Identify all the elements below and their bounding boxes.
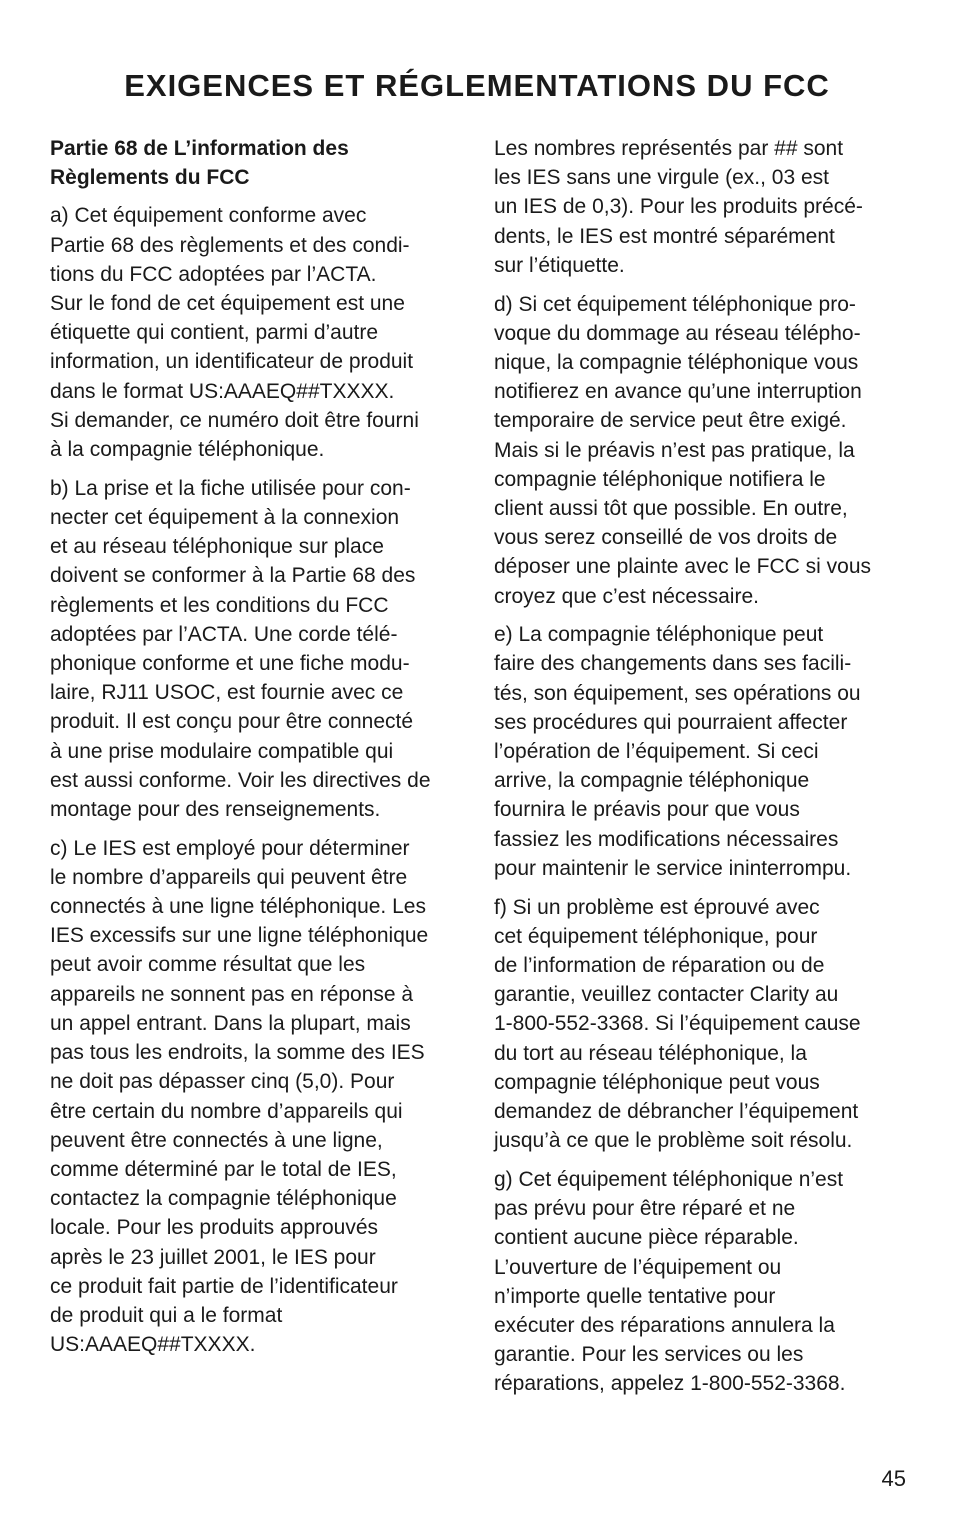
right-column bbox=[494, 134, 906, 1408]
paragraph-line: contient aucune pièce réparable. bbox=[494, 1226, 799, 1250]
paragraph-line: pour maintenir le service ininterrompu. bbox=[494, 856, 852, 880]
paragraph-line: b) La prise et la fiche utilisée pour con- bbox=[50, 476, 411, 500]
paragraph-line: vous serez conseillé de vos droits de bbox=[494, 526, 838, 550]
paragraph-line: dents, le IES est montré séparément bbox=[494, 224, 835, 248]
paragraph-line: information, un identificateur de produit bbox=[50, 350, 414, 374]
paragraph-line: croyez que c’est nécessaire. bbox=[494, 584, 759, 608]
paragraph-line: Partie 68 des règlements et des condi- bbox=[50, 233, 410, 257]
paragraph bbox=[50, 834, 462, 1360]
paragraph-line: compagnie téléphonique notifiera le bbox=[494, 467, 826, 491]
paragraph-line: règlements et les conditions du FCC bbox=[50, 593, 389, 617]
left-column bbox=[50, 134, 462, 1369]
paragraph-line: laire, RJ11 USOC, est fournie avec ce bbox=[50, 681, 404, 705]
paragraph-line: exécuter des réparations annulera la bbox=[494, 1313, 835, 1337]
paragraph-line: c) Le IES est employé pour déterminer bbox=[50, 836, 410, 860]
paragraph-line: voque du dommage au réseau télépho- bbox=[494, 321, 861, 345]
paragraph bbox=[494, 1165, 906, 1399]
paragraph-line: fournira le préavis pour que vous bbox=[494, 798, 800, 822]
paragraph bbox=[50, 201, 462, 464]
paragraph-line: de l’information de réparation ou de bbox=[494, 953, 825, 977]
paragraph-line: a) Cet équipement conforme avec bbox=[50, 204, 367, 228]
paragraph-line: demandez de débrancher l’équipement bbox=[494, 1100, 859, 1123]
paragraph bbox=[494, 620, 906, 883]
paragraph-line: un IES de 0,3). Pour les produits précé- bbox=[494, 195, 863, 219]
paragraph-line: est aussi conforme. Voir les directives de bbox=[50, 768, 431, 792]
paragraph-line: L’ouverture de l’équipement ou bbox=[494, 1255, 782, 1279]
paragraph-line: f) Si un problème est éprouvé avec bbox=[494, 895, 820, 919]
paragraph-line: peuvent être connectés à une ligne, bbox=[50, 1128, 383, 1152]
paragraph-line: de produit qui a le format bbox=[50, 1303, 283, 1327]
paragraph-line: produit. Il est conçu pour être connecté bbox=[50, 710, 414, 734]
paragraph-line: d) Si cet équipement téléphonique pro- bbox=[494, 292, 856, 316]
paragraph-line: jusqu’à ce que le problème soit résolu. bbox=[494, 1129, 853, 1153]
paragraph-line: faire des changements dans ses facili- bbox=[494, 652, 852, 676]
section-heading bbox=[50, 134, 462, 192]
paragraph-line: arrive, la compagnie téléphonique bbox=[494, 769, 810, 793]
paragraph-line: l’opération de l’équipement. Si ceci bbox=[494, 740, 819, 764]
paragraph bbox=[494, 134, 906, 280]
paragraph bbox=[50, 474, 462, 824]
paragraph-line: après le 23 juillet 2001, le IES pour bbox=[50, 1245, 376, 1269]
paragraph-line: du tort au réseau téléphonique, la bbox=[494, 1041, 807, 1065]
paragraph-line: montage pour des renseignements. bbox=[50, 797, 381, 821]
paragraph-line: tés, son équipement, ses opérations ou bbox=[494, 681, 861, 705]
paragraph-line: peut avoir comme résultat que les bbox=[50, 953, 366, 977]
paragraph-line: fassiez les modifications nécessaires bbox=[494, 827, 839, 851]
paragraph-line: locale. Pour les produits approuvés bbox=[50, 1216, 379, 1240]
page-number: 45 bbox=[881, 1466, 906, 1491]
paragraph-line: être certain du nombre d’appareils qui bbox=[50, 1099, 403, 1123]
paragraph-line: necter cet équipement à la connexion bbox=[50, 505, 400, 529]
paragraph-line: phonique conforme et une fiche modu- bbox=[50, 651, 410, 675]
paragraph-line: client aussi tôt que possible. En outre, bbox=[494, 496, 848, 520]
paragraph-line: US:AAAEQ##TXXXX. bbox=[50, 1333, 256, 1357]
paragraph-line: cet équipement téléphonique, pour bbox=[494, 924, 818, 948]
paragraph-line: g) Cet équipement téléphonique n’est bbox=[494, 1167, 844, 1191]
paragraph-line: pas tous les endroits, la somme des IES bbox=[50, 1041, 425, 1065]
section-heading-line: Règlements du FCC bbox=[50, 166, 250, 190]
paragraph-line: Sur le fond de cet équipement est une bbox=[50, 292, 405, 316]
paragraph-line: ne doit pas dépasser cinq (5,0). Pour bbox=[50, 1070, 395, 1094]
paragraph-line: Si demander, ce numéro doit être fourni bbox=[50, 408, 419, 432]
paragraph-line: étiquette qui contient, parmi d’autre bbox=[50, 321, 379, 345]
paragraph-line: comme déterminé par le total de IES, bbox=[50, 1157, 397, 1181]
paragraph-line: nique, la compagnie téléphonique vous bbox=[494, 350, 859, 374]
paragraph-line: connectés à une ligne téléphonique. Les bbox=[50, 895, 426, 919]
paragraph-line: compagnie téléphonique peut vous bbox=[494, 1070, 820, 1094]
paragraph-line: garantie, veuillez contacter Clarity au bbox=[494, 983, 839, 1007]
paragraph-line: contactez la compagnie téléphonique bbox=[50, 1187, 397, 1211]
paragraph-line: notifierez en avance qu’une interruption bbox=[494, 380, 862, 404]
paragraph-line: dans le format US:AAAEQ##TXXXX. bbox=[50, 379, 395, 403]
paragraph-line: un appel entrant. Dans la plupart, mais bbox=[50, 1011, 411, 1035]
paragraph-line: et au réseau téléphonique sur place bbox=[50, 535, 384, 559]
paragraph-line: adoptées par l’ACTA. Une corde télé- bbox=[50, 622, 398, 646]
paragraph-line: temporaire de service peut être exigé. bbox=[494, 409, 847, 433]
section-heading-line: Partie 68 de L’information des bbox=[50, 137, 349, 160]
paragraph bbox=[494, 893, 906, 1156]
paragraph-line: doivent se conformer à la Partie 68 des bbox=[50, 564, 416, 588]
paragraph-line: sur l’étiquette. bbox=[494, 253, 625, 277]
paragraph-line: e) La compagnie téléphonique peut bbox=[494, 623, 824, 647]
paragraph-line: tions du FCC adoptées par l’ACTA. bbox=[50, 262, 377, 286]
paragraph-line: réparations, appelez 1-800-552-3368. bbox=[494, 1372, 846, 1396]
paragraph-line: ce produit fait partie de l’identificateur bbox=[50, 1274, 398, 1298]
paragraph-line: le nombre d’appareils qui peuvent être bbox=[50, 865, 408, 889]
paragraph-line: IES excessifs sur une ligne téléphonique bbox=[50, 924, 429, 948]
paragraph bbox=[494, 290, 906, 611]
right-paragraphs bbox=[494, 134, 906, 1399]
paragraph-line: pas prévu pour être réparé et ne bbox=[494, 1197, 796, 1221]
paragraph-line: déposer une plainte avec le FCC si vous bbox=[494, 555, 872, 579]
paragraph-line: ses procédures qui pourraient affecter bbox=[494, 710, 848, 734]
paragraph-line: garantie. Pour les services ou les bbox=[494, 1343, 804, 1367]
paragraph-line: n’importe quelle tentative pour bbox=[494, 1284, 776, 1308]
paragraph-line: à la compagnie téléphonique. bbox=[50, 438, 325, 462]
paragraph-line: les IES sans une virgule (ex., 03 est bbox=[494, 166, 830, 190]
paragraph-line: appareils ne sonnent pas en réponse à bbox=[50, 982, 414, 1006]
left-paragraphs bbox=[50, 201, 462, 1359]
paragraph-line: à une prise modulaire compatible qui bbox=[50, 739, 394, 763]
paragraph-line: Mais si le préavis n’est pas pratique, la bbox=[494, 438, 855, 462]
paragraph-line: 1-800-552-3368. Si l’équipement cause bbox=[494, 1012, 861, 1036]
paragraph-line: Les nombres représentés par ## sont bbox=[494, 137, 844, 160]
page-title: EXIGENCES ET RÉGLEMENTATIONS DU FCC bbox=[124, 68, 830, 103]
